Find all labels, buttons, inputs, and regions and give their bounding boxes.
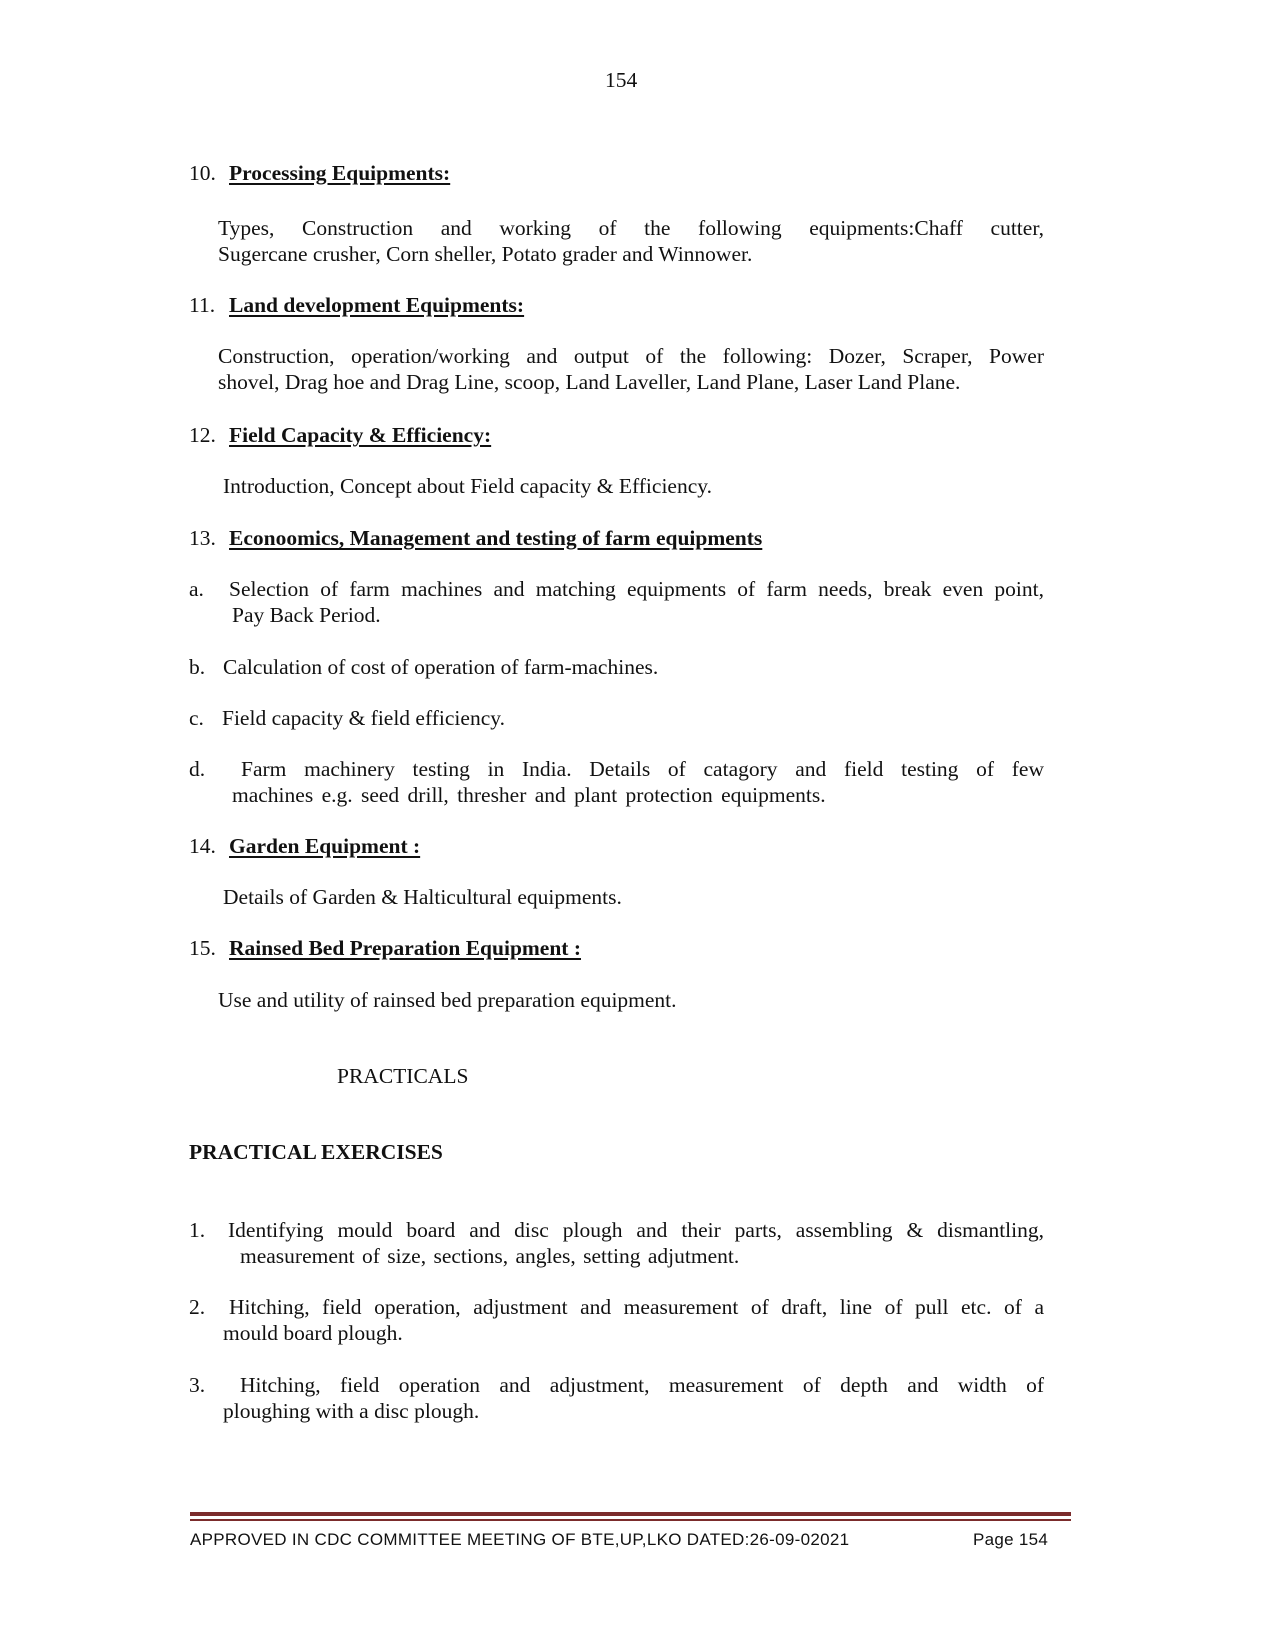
section-number: 15. (189, 936, 216, 960)
subitem-text: Field capacity & field efficiency. (222, 706, 505, 730)
section-heading: Processing Equipments: (229, 161, 451, 185)
exercise-text: measurement of size, sections, angles, setting adjutment. (240, 1244, 740, 1268)
section-text: Types, Construction and working of the following equipments:Chaff cutter, (218, 216, 1044, 240)
section-number: 11. (189, 293, 216, 317)
section-number: 13. (189, 526, 216, 550)
section-text: Details of Garden & Halticultural equipments. (223, 885, 622, 909)
practicals-heading: PRACTICALS (337, 1064, 469, 1088)
subitem-label: a. (189, 577, 204, 601)
subitem-text: machines e.g. seed drill, thresher and plant protection equipments. (232, 783, 826, 807)
footer-rule-thin (190, 1519, 1071, 1521)
section-heading: Rainsed Bed Preparation Equipment : (229, 936, 581, 960)
section-text: shovel, Drag hoe and Drag Line, scoop, Land Laveller, Land Plane, Laser Land Plane. (218, 370, 961, 394)
section-heading: Garden Equipment : (229, 834, 421, 858)
section-number: 14. (189, 834, 216, 858)
exercise-number: 3. (189, 1373, 206, 1397)
footer-rule (190, 1512, 1071, 1516)
subitem-text: Farm machinery testing in India. Details of catagory and field testing of few (241, 757, 1044, 781)
section-text: Introduction, Concept about Field capacity & Efficiency. (223, 474, 712, 498)
exercise-text: ploughing with a disc plough. (223, 1399, 480, 1423)
subitem-label: c. (189, 706, 204, 730)
section-heading: Field Capacity & Efficiency: (229, 423, 492, 447)
subitem-text: Selection of farm machines and matching equipments of farm needs, break even point, (229, 577, 1044, 601)
exercise-text: Hitching, field operation and adjustment, measurement of depth and width of (240, 1373, 1044, 1397)
exercise-text: Identifying mould board and disc plough and their parts, assembling & dismantling, (228, 1218, 1044, 1242)
section-text: Use and utility of rainsed bed preparation equipment. (218, 988, 677, 1012)
section-text: Construction, operation/working and output of the following: Dozer, Scraper, Power (218, 344, 1044, 368)
section-number: 10. (189, 161, 216, 185)
practical-exercises-heading: PRACTICAL EXERCISES (189, 1140, 443, 1164)
section-text: Sugercane crusher, Corn sheller, Potato grader and Winnower. (218, 242, 753, 266)
exercise-text: Hitching, field operation, adjustment and measurement of draft, line of pull etc. of a (229, 1295, 1044, 1319)
footer-approval-text: APPROVED IN CDC COMMITTEE MEETING OF BTE,UP,LKO DATED:26-09-02021 (190, 1530, 850, 1549)
section-heading: Econoomics, Management and testing of farm equipments (229, 526, 763, 550)
page-number-top: 154 (605, 68, 638, 92)
subitem-label: b. (189, 655, 206, 679)
section-number: 12. (189, 423, 216, 447)
subitem-text: Pay Back Period. (232, 603, 381, 627)
subitem-label: d. (189, 757, 206, 781)
section-heading: Land development Equipments: (229, 293, 525, 317)
footer-page-number: Page 154 (973, 1530, 1049, 1549)
exercise-number: 2. (189, 1295, 206, 1319)
exercise-number: 1. (189, 1218, 206, 1242)
subitem-text: Calculation of cost of operation of farm-machines. (223, 655, 659, 679)
exercise-text: mould board plough. (223, 1321, 403, 1345)
